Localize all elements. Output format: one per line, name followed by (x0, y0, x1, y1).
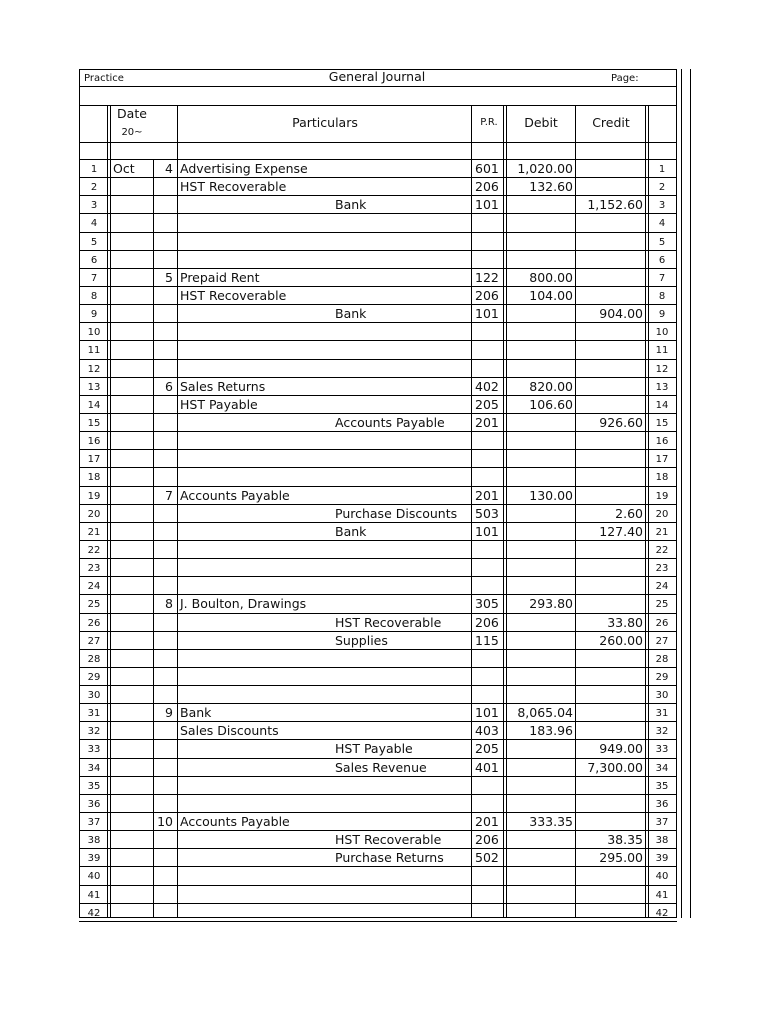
row-number-right: 40 (655, 871, 669, 882)
row-number-left: 40 (87, 871, 101, 882)
entry-pr: 403 (475, 723, 499, 738)
entry-pr: 206 (475, 615, 499, 630)
practice-label: Practice (84, 73, 124, 84)
row-number-left: 2 (90, 182, 98, 193)
entry-debit: 8,065.04 (517, 705, 573, 720)
row-number-right: 41 (655, 890, 669, 901)
row-number-left: 8 (90, 291, 98, 302)
row-number-left: 24 (87, 581, 101, 592)
entry-account: HST Recoverable (335, 615, 442, 630)
row-number-left: 28 (87, 654, 101, 665)
entry-pr: 122 (475, 270, 499, 285)
entry-debit: 106.60 (529, 397, 573, 412)
entry-pr: 502 (475, 850, 499, 865)
row-number-left: 31 (87, 708, 101, 719)
row-number-left: 14 (87, 400, 101, 411)
row-number-left: 25 (87, 599, 101, 610)
column-rule (503, 105, 504, 918)
row-number-left: 18 (87, 472, 101, 483)
row-number-left: 17 (87, 454, 101, 465)
row-number-left: 21 (87, 527, 101, 538)
row-number-left: 10 (87, 327, 101, 338)
row-number-right: 20 (655, 509, 669, 520)
row-number-right: 11 (655, 345, 669, 356)
row-number-left: 26 (87, 618, 101, 629)
entry-day: 7 (165, 488, 173, 503)
entry-credit: 1,152.60 (587, 197, 643, 212)
row-number-right: 32 (655, 726, 669, 737)
row-number-left: 4 (90, 218, 98, 229)
column-rule (648, 105, 649, 918)
entry-day: 8 (165, 596, 173, 611)
row-number-left: 7 (90, 273, 98, 284)
row-rule (79, 359, 677, 360)
column-rule (681, 69, 682, 918)
row-rule (79, 232, 677, 233)
entry-account: Accounts Payable (335, 415, 445, 430)
entry-debit: 820.00 (529, 379, 573, 394)
entry-pr: 201 (475, 488, 499, 503)
row-number-right: 18 (655, 472, 669, 483)
entry-pr: 101 (475, 306, 499, 321)
row-number-right: 22 (655, 545, 669, 556)
row-number-right: 13 (655, 382, 669, 393)
entry-account: Bank (335, 524, 367, 539)
year-label: 20~ (121, 127, 143, 138)
entry-account: Sales Returns (180, 379, 266, 394)
entry-account: HST Recoverable (180, 288, 287, 303)
row-number-right: 27 (655, 636, 669, 647)
column-rule (645, 105, 646, 918)
row-number-left: 35 (87, 781, 101, 792)
row-number-right: 34 (655, 763, 669, 774)
row-number-left: 15 (87, 418, 101, 429)
row-number-right: 19 (655, 491, 669, 502)
entry-account: Accounts Payable (180, 488, 290, 503)
particulars-column-header: Particulars (292, 115, 358, 130)
row-number-left: 12 (87, 364, 101, 375)
entry-account: HST Payable (335, 741, 413, 756)
entry-credit: 260.00 (599, 633, 643, 648)
row-number-right: 29 (655, 672, 669, 683)
entry-pr: 205 (475, 397, 499, 412)
column-rule (690, 69, 691, 918)
row-number-right: 7 (658, 273, 666, 284)
entry-account: HST Recoverable (180, 179, 287, 194)
entry-credit: 2.60 (615, 506, 643, 521)
entry-account: Bank (335, 306, 367, 321)
row-number-right: 31 (655, 708, 669, 719)
row-number-left: 1 (90, 164, 98, 175)
row-number-right: 37 (655, 817, 669, 828)
row-number-left: 20 (87, 509, 101, 520)
row-number-right: 6 (658, 255, 666, 266)
column-rule (471, 105, 472, 918)
entry-pr: 101 (475, 524, 499, 539)
entry-debit: 130.00 (529, 488, 573, 503)
entry-account: HST Recoverable (335, 832, 442, 847)
entry-account: Purchase Discounts (335, 506, 458, 521)
entry-day: 5 (165, 270, 173, 285)
row-number-left: 39 (87, 853, 101, 864)
entry-credit: 926.60 (599, 415, 643, 430)
entry-credit: 38.35 (607, 832, 643, 847)
entry-pr: 115 (475, 633, 499, 648)
entry-debit: 183.96 (529, 723, 573, 738)
row-number-left: 33 (87, 744, 101, 755)
row-number-left: 11 (87, 345, 101, 356)
entry-credit: 904.00 (599, 306, 643, 321)
row-number-left: 13 (87, 382, 101, 393)
entry-account: Sales Discounts (180, 723, 279, 738)
row-rule (79, 86, 677, 87)
entry-pr: 206 (475, 832, 499, 847)
row-number-left: 3 (90, 200, 98, 211)
row-number-right: 1 (658, 164, 666, 175)
entry-account: Supplies (335, 633, 388, 648)
row-number-left: 41 (87, 890, 101, 901)
row-number-right: 23 (655, 563, 669, 574)
row-number-left: 32 (87, 726, 101, 737)
entry-account: Advertising Expense (180, 161, 308, 176)
row-rule (79, 105, 677, 106)
entry-account: Accounts Payable (180, 814, 290, 829)
row-number-right: 12 (655, 364, 669, 375)
row-number-right: 42 (655, 908, 669, 919)
general-journal-form (79, 69, 691, 919)
entry-credit: 33.80 (607, 615, 643, 630)
credit-column-header: Credit (592, 115, 630, 130)
row-rule (79, 467, 677, 468)
row-number-left: 36 (87, 799, 101, 810)
entry-credit: 127.40 (599, 524, 643, 539)
entry-pr: 206 (475, 288, 499, 303)
row-rule (79, 250, 677, 251)
row-rule (79, 885, 677, 886)
entry-day: 6 (165, 379, 173, 394)
row-number-right: 24 (655, 581, 669, 592)
entry-pr: 101 (475, 705, 499, 720)
row-number-right: 35 (655, 781, 669, 792)
row-rule (79, 667, 677, 668)
entry-credit: 7,300.00 (587, 760, 643, 775)
row-number-left: 30 (87, 690, 101, 701)
row-number-right: 2 (658, 182, 666, 193)
row-rule (79, 576, 677, 577)
entry-account: Purchase Returns (335, 850, 444, 865)
row-number-right: 8 (658, 291, 666, 302)
entry-pr: 503 (475, 506, 499, 521)
row-number-left: 16 (87, 436, 101, 447)
entry-debit: 293.80 (529, 596, 573, 611)
row-number-left: 27 (87, 636, 101, 647)
entry-day: 9 (165, 705, 173, 720)
entry-debit: 333.35 (529, 814, 573, 829)
row-rule (79, 903, 677, 904)
row-number-left: 38 (87, 835, 101, 846)
entry-pr: 402 (475, 379, 499, 394)
entry-pr: 601 (475, 161, 499, 176)
entry-debit: 800.00 (529, 270, 573, 285)
row-number-right: 36 (655, 799, 669, 810)
entry-pr: 201 (475, 415, 499, 430)
row-rule (79, 921, 677, 922)
row-number-left: 23 (87, 563, 101, 574)
entry-day: 4 (165, 161, 173, 176)
entry-credit: 949.00 (599, 741, 643, 756)
date-column-header: Date (117, 106, 147, 121)
entry-pr: 205 (475, 741, 499, 756)
row-number-right: 30 (655, 690, 669, 701)
column-rule (110, 105, 111, 918)
row-number-right: 25 (655, 599, 669, 610)
column-rule (107, 105, 108, 918)
entry-debit: 1,020.00 (517, 161, 573, 176)
entry-debit: 104.00 (529, 288, 573, 303)
row-rule (79, 558, 677, 559)
entry-pr: 401 (475, 760, 499, 775)
entry-month: Oct (113, 161, 135, 176)
entry-account: Bank (335, 197, 367, 212)
row-number-right: 3 (658, 200, 666, 211)
column-rule (575, 105, 576, 918)
entry-credit: 295.00 (599, 850, 643, 865)
entry-pr: 101 (475, 197, 499, 212)
entry-pr: 305 (475, 596, 499, 611)
entry-pr: 201 (475, 814, 499, 829)
row-number-left: 29 (87, 672, 101, 683)
row-rule (79, 685, 677, 686)
entry-account: Prepaid Rent (180, 270, 260, 285)
column-rule (506, 105, 507, 918)
entry-account: Bank (180, 705, 212, 720)
entry-day: 10 (157, 814, 173, 829)
row-number-right: 33 (655, 744, 669, 755)
row-number-right: 26 (655, 618, 669, 629)
row-number-left: 34 (87, 763, 101, 774)
page-label: Page: (611, 73, 639, 84)
row-number-right: 39 (655, 853, 669, 864)
row-number-right: 15 (655, 418, 669, 429)
row-rule (79, 340, 677, 341)
row-number-right: 14 (655, 400, 669, 411)
row-number-left: 19 (87, 491, 101, 502)
row-number-right: 10 (655, 327, 669, 338)
journal-title: General Journal (328, 69, 426, 84)
entry-account: J. Boulton, Drawings (180, 596, 307, 611)
row-number-right: 17 (655, 454, 669, 465)
debit-column-header: Debit (524, 115, 558, 130)
row-number-right: 38 (655, 835, 669, 846)
row-number-left: 22 (87, 545, 101, 556)
column-rule (177, 105, 178, 918)
row-rule (79, 449, 677, 450)
row-number-right: 28 (655, 654, 669, 665)
row-number-right: 5 (658, 237, 666, 248)
row-number-right: 16 (655, 436, 669, 447)
row-number-left: 6 (90, 255, 98, 266)
row-number-left: 9 (90, 309, 98, 320)
row-number-right: 9 (658, 309, 666, 320)
row-number-left: 5 (90, 237, 98, 248)
row-number-left: 42 (87, 908, 101, 919)
pr-column-header: P.R. (480, 117, 498, 128)
row-rule (79, 142, 677, 143)
entry-debit: 132.60 (529, 179, 573, 194)
entry-account: HST Payable (180, 397, 258, 412)
row-number-right: 21 (655, 527, 669, 538)
row-number-left: 37 (87, 817, 101, 828)
row-number-right: 4 (658, 218, 666, 229)
entry-pr: 206 (475, 179, 499, 194)
entry-account: Sales Revenue (335, 760, 427, 775)
row-rule (79, 794, 677, 795)
